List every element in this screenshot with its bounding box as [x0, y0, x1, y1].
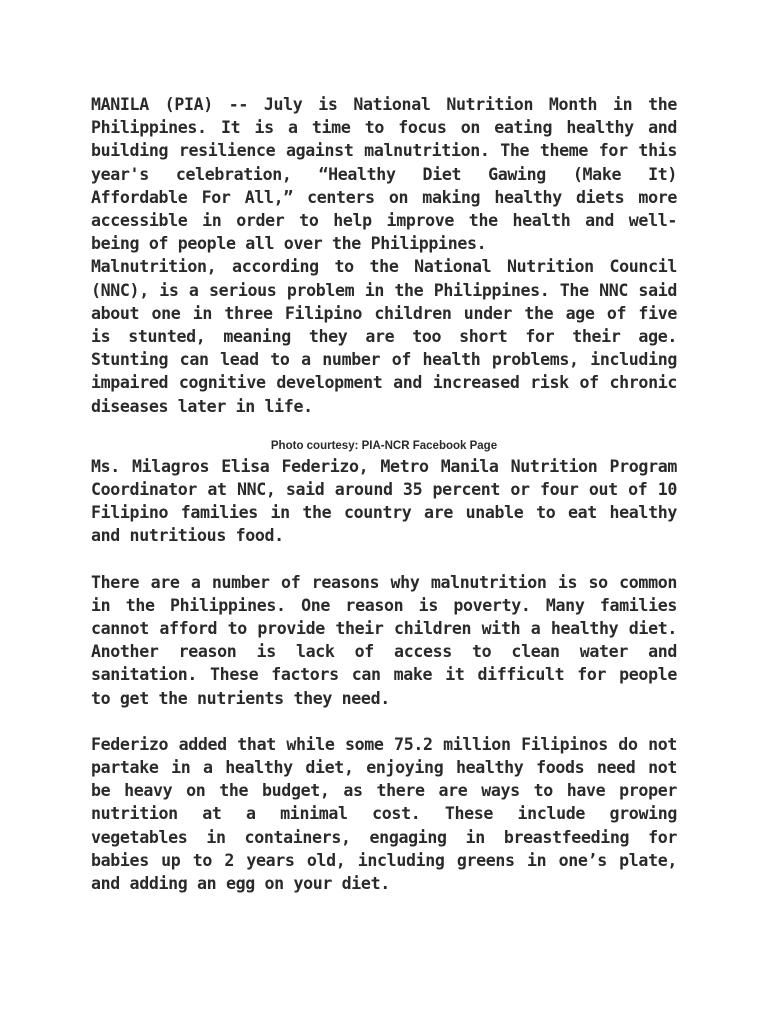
paragraph-spacer	[91, 548, 677, 571]
paragraph-reasons: There are a number of reasons why malnutrition is so common in the Philippines. One reason is poverty. Many families cannot afford to provide their children with a healthy diet. Another reason is lack of access to clean water and sanitation. These factors can make it difficult for people to get the nutrients they need.	[91, 572, 677, 708]
paragraph-federizo-statement: Ms. Milagros Elisa Federizo, Metro Manila Nutrition Program Coordinator at NNC, said around 35 percent or four out of 10 Filipino families in the country are unable to eat healthy and nutritious food.	[91, 456, 677, 546]
paragraph-intro: MANILA (PIA) -- July is National Nutrition Month in the Philippines. It is a time to focus on eating healthy and building resilience against malnutrition. The theme for this year's celebration, “Healthy Diet Gawing (Make It) Affordable For All,” centers on making healthy diets more accessible in order to help improve the health and well-being of people all over the Philippines.	[91, 95, 677, 254]
paragraph-spacer	[91, 710, 677, 733]
paragraph-healthy-diet-tips: Federizo added that while some 75.2 million Filipinos do not partake in a healthy diet, enjoying healthy foods need not be heavy on the budget, as there are ways to have proper nutrition at a minimal cost. These include growing vegetables in containers, engaging in breastfeeding for babies up to 2 years old, including greens in one’s plate, and adding an egg on your diet.	[91, 734, 677, 894]
paragraph-malnutrition: Malnutrition, according to the National Nutrition Council (NNC), is a serious problem in the Philippines. The NNC said about one in three Filipino children under the age of five is stunted, meaning they are too short for their age. Stunting can lead to a number of health problems, including impaired cognitive development and increased risk of chronic diseases later in life.	[91, 257, 677, 416]
article-body	[91, 93, 677, 895]
photo-caption: Photo courtesy: PIA-NCR Facebook Page	[270, 439, 498, 452]
